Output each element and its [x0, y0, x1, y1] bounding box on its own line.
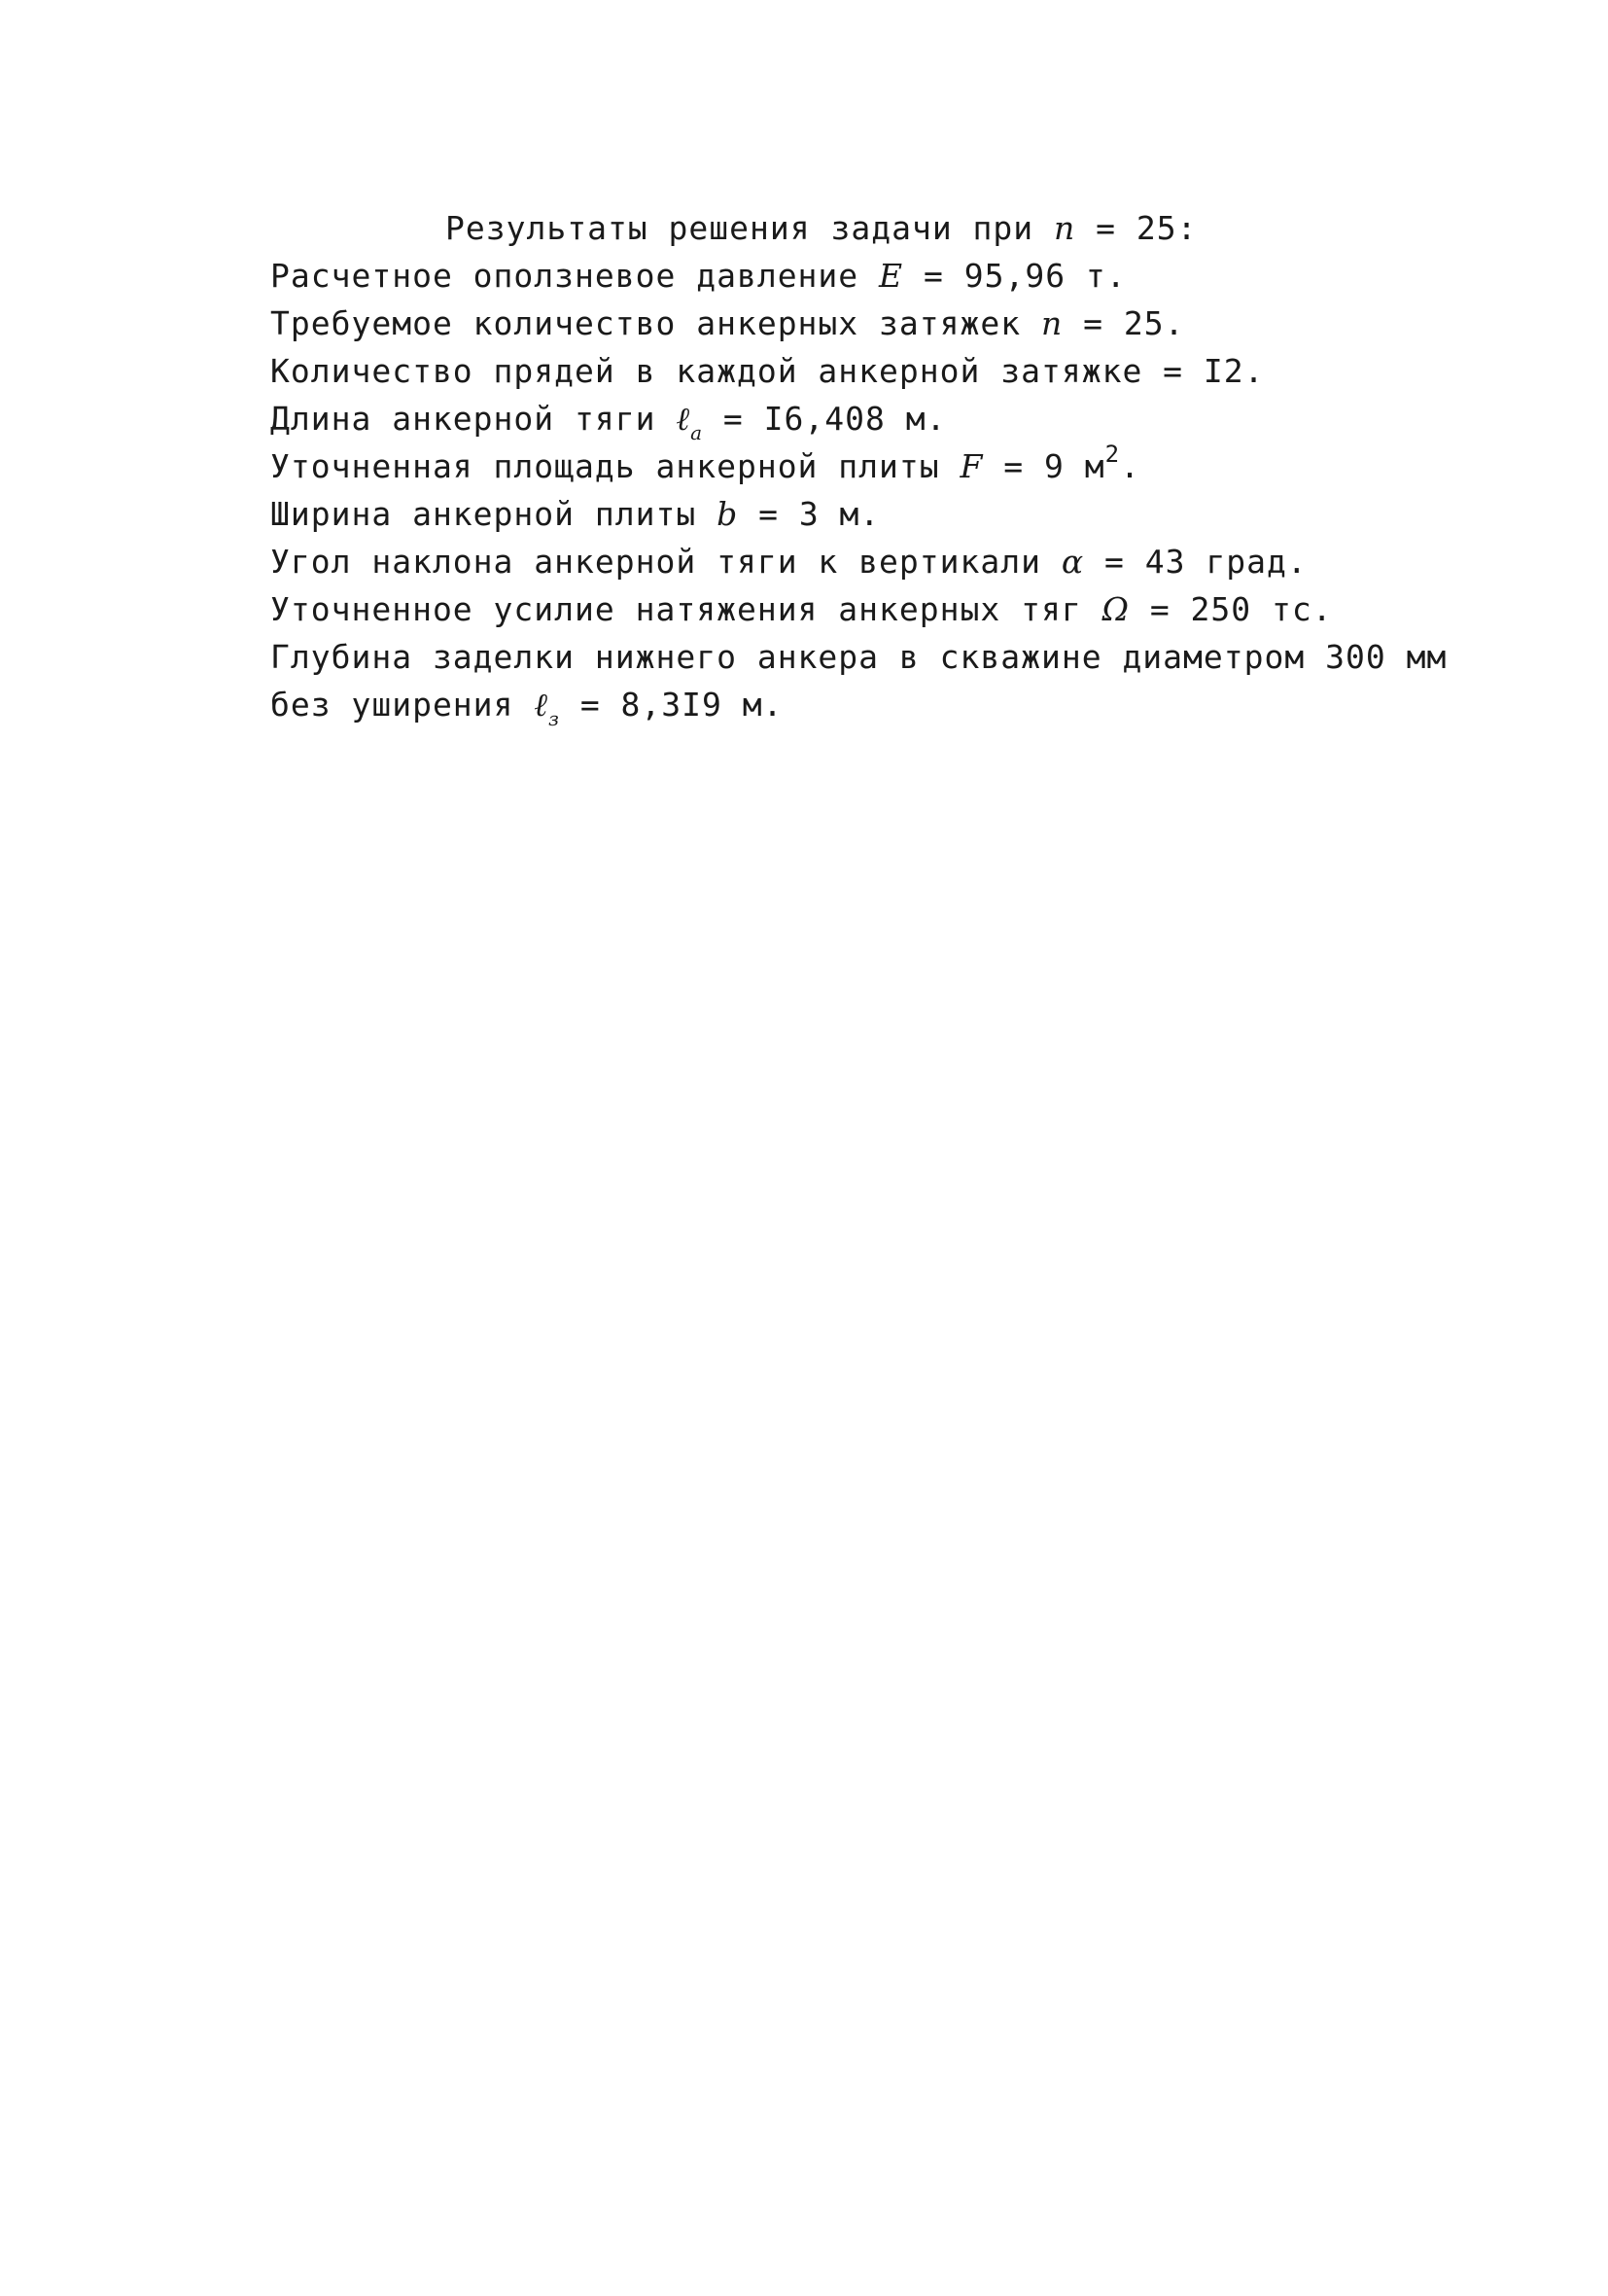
title-value: = 25: — [1075, 209, 1198, 247]
results-text — [270, 204, 1448, 730]
result-line-plate-width: Ширина анкерной плиты b = 3 м. — [270, 495, 881, 533]
title-variable: n — [1054, 209, 1076, 247]
result-line-landslide-pressure: Расчетное оползневое давление E = 95,96 т. — [270, 257, 1127, 295]
title-text: Результаты решения задачи при — [445, 209, 1055, 247]
result-line-embedment-depth-value: без уширения ℓ$_з$ = 8,3I9 м. — [270, 686, 784, 730]
result-line-tension-force: Уточненное усилие натяжения анкерных тяг Ω = 250 тс. — [270, 590, 1333, 628]
result-line-embedment-depth: Глубина заделки нижнего анкера в скважине диаметром 300 мм — [270, 638, 1448, 676]
result-line-rod-angle: Угол наклона анкерной тяги к вертикали α = 43 град. — [270, 543, 1308, 581]
result-line-plate-area: Уточненная площадь анкерной плиты F = 9 $м^2$. — [270, 441, 1140, 485]
result-line-anchor-count: Требуемое количество анкерных затяжек n = 25. — [270, 304, 1185, 342]
result-line-strand-count: Количество прядей в каждой анкерной затяжке = I2. — [270, 352, 1265, 390]
result-line-rod-length: Длина анкерной тяги ℓ$_a$ = I6,408 м. — [270, 400, 947, 444]
results-title — [270, 204, 1398, 252]
